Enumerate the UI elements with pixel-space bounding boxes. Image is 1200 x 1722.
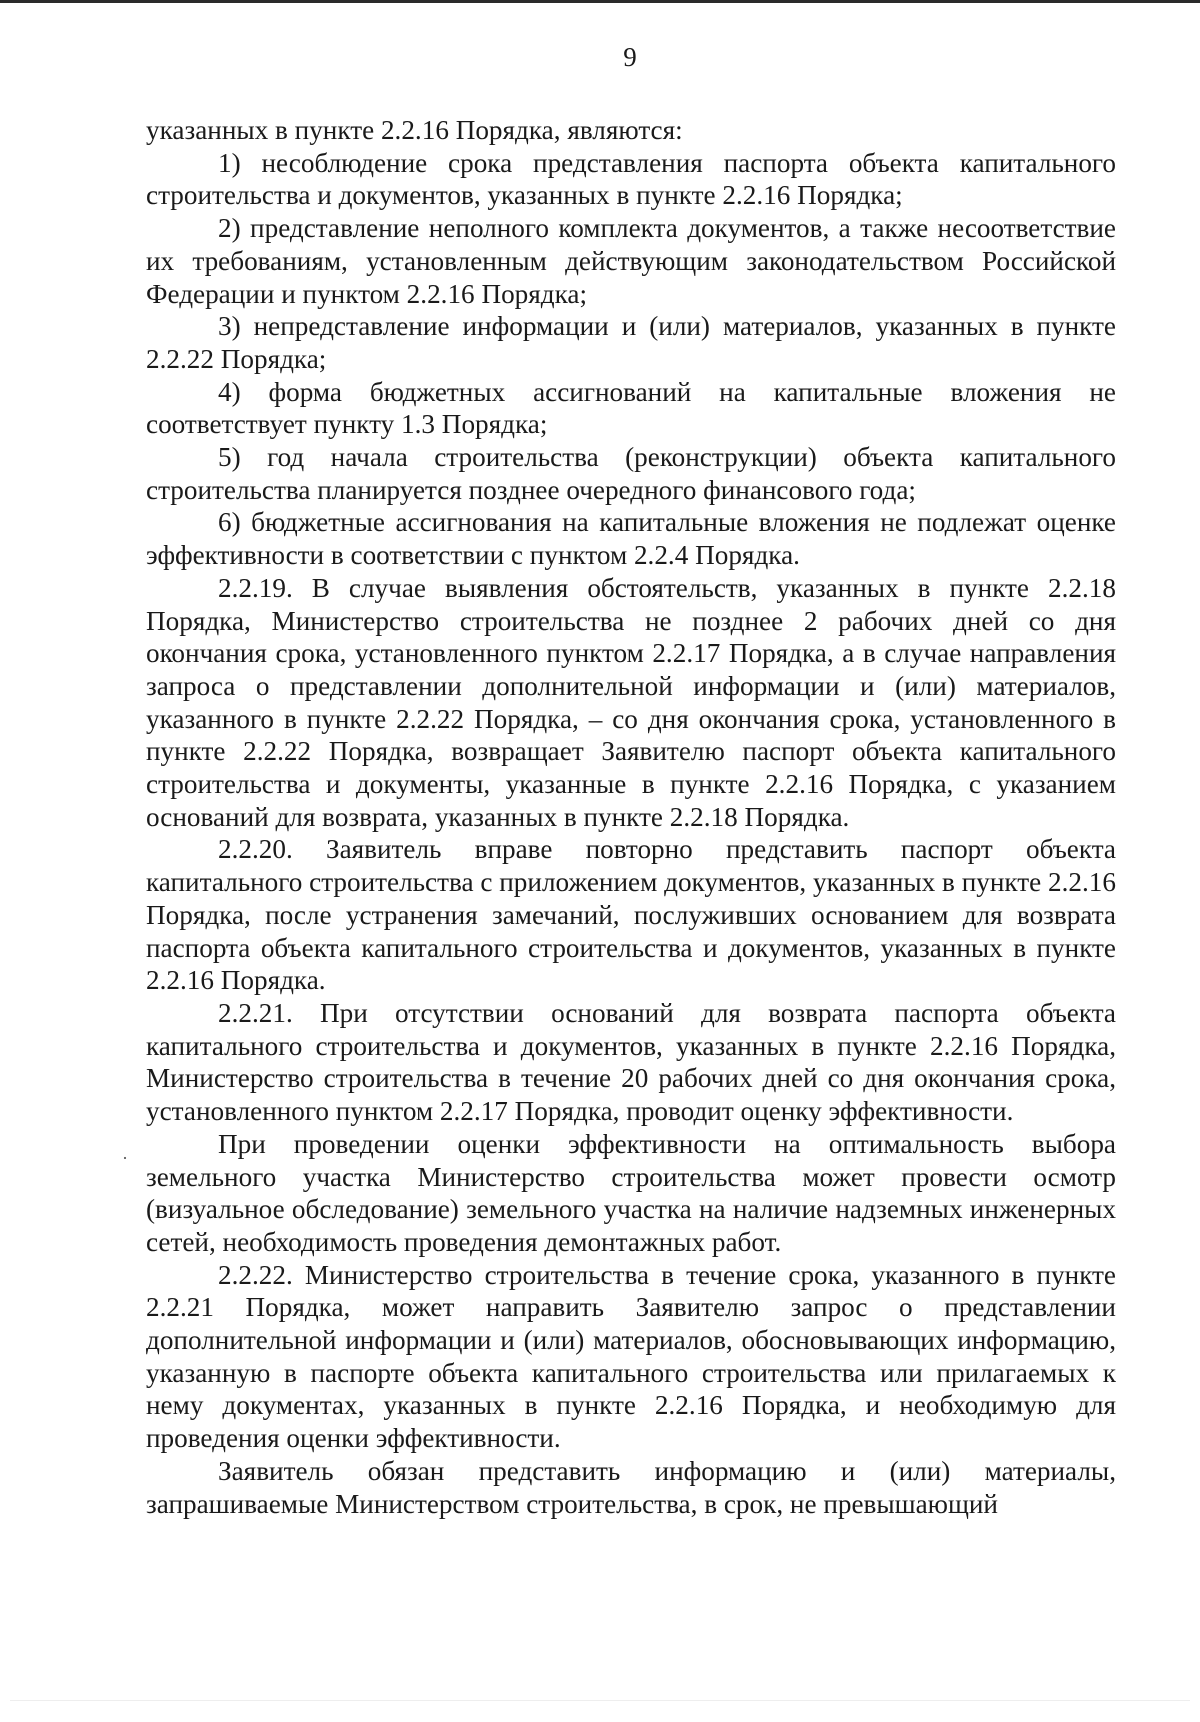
paragraph-inspection: При проведении оценки эффективности на оптимальность выбора земельного участка Министерство строительства может провести осмотр (визуальное обследование) земельного участка на наличие надземных инженерных сетей, необходимость проведения демонтажных работ. — [146, 1128, 1116, 1257]
paragraph-item-1: 1) несоблюдение срока представления паспорта объекта капитального строительства и документов, указанных в пункте 2.2.16 Порядка; — [146, 147, 1116, 211]
paragraph-applicant-obligation: Заявитель обязан представить информацию и (или) материалы, запрашиваемые Министерством строительства, в срок, не превышающий — [146, 1455, 1116, 1519]
paragraph-item-3: 3) непредставление информации и (или) материалов, указанных в пункте 2.2.22 Порядка; — [146, 311, 1116, 374]
paragraph-2-2-22: 2.2.22. Министерство строительства в течение срока, указанного в пункте 2.2.21 Порядка, может направить Заявителю запрос о представлении дополнительной информации и (или) материалов, обосновывающих информацию, указанную в паспорте объекта капитального строительства или прилагаемых к нему документах, указанных в пункте 2.2.16 Порядка, и необходимую для проведения оценки эффективности. — [146, 1259, 1116, 1454]
paragraph-item-6: 6) бюджетные ассигнования на капитальные вложения не подлежат оценке эффективности в соответствии с пунктом 2.2.4 Порядка. — [146, 507, 1116, 571]
paragraph-2-2-21: 2.2.21. При отсутствии оснований для возврата паспорта объекта капитального строительства и документов, указанных в пункте 2.2.16 Порядка, Министерство строительства в течение 20 рабочих дней со дня окончания срока, установленного пунктом 2.2.17 Порядка, проводит оценку эффективности. — [146, 997, 1116, 1127]
scan-artifact-line — [10, 1700, 1190, 1701]
paragraph-item-4: 4) форма бюджетных ассигнований на капитальные вложения не соответствует пункту 1.3 Порядка; — [146, 376, 1116, 440]
paragraph-item-2: 2) представление неполного комплекта документов, а также несоответствие их требованиям, установленным действующим законодательством Российской Федерации и пунктом 2.2.16 Порядка; — [146, 213, 1116, 309]
margin-mark: · — [122, 1148, 128, 1168]
page-number: 9 — [623, 42, 637, 72]
paragraph-item-5: 5) год начала строительства (реконструкции) объекта капитального строительства планируется позднее очередного финансового года; — [146, 442, 1116, 505]
top-border-line — [0, 0, 1200, 3]
paragraph-continuation: указанных в пункте 2.2.16 Порядка, являются: — [146, 115, 683, 145]
paragraph-2-2-20: 2.2.20. Заявитель вправе повторно представить паспорт объекта капитального строительства с приложением документов, указанных в пункте 2.2.16 Порядка, после устранения замечаний, послуживших основанием для возврата паспорта объекта капитального строительства и документов, указанных в пункте 2.2.16 Порядка. — [146, 834, 1116, 996]
document-body — [146, 114, 1116, 1520]
paragraph-2-2-19: 2.2.19. В случае выявления обстоятельств, указанных в пункте 2.2.18 Порядка, Министерство строительства не позднее 2 рабочих дней со дня окончания срока, установленного пунктом 2.2.17 Порядка, а в случае направления запроса о представлении дополнительной информации и (или) материалов, указанного в пункте 2.2.22 Порядка, – со дня окончания срока, установленного в пункте 2.2.22 Порядка, возвращает Заявителю паспорт объекта капитального строительства и документы, указанные в пункте 2.2.16 Порядка, с указанием оснований для возврата, указанных в пункте 2.2.18 Порядка. — [146, 572, 1116, 832]
